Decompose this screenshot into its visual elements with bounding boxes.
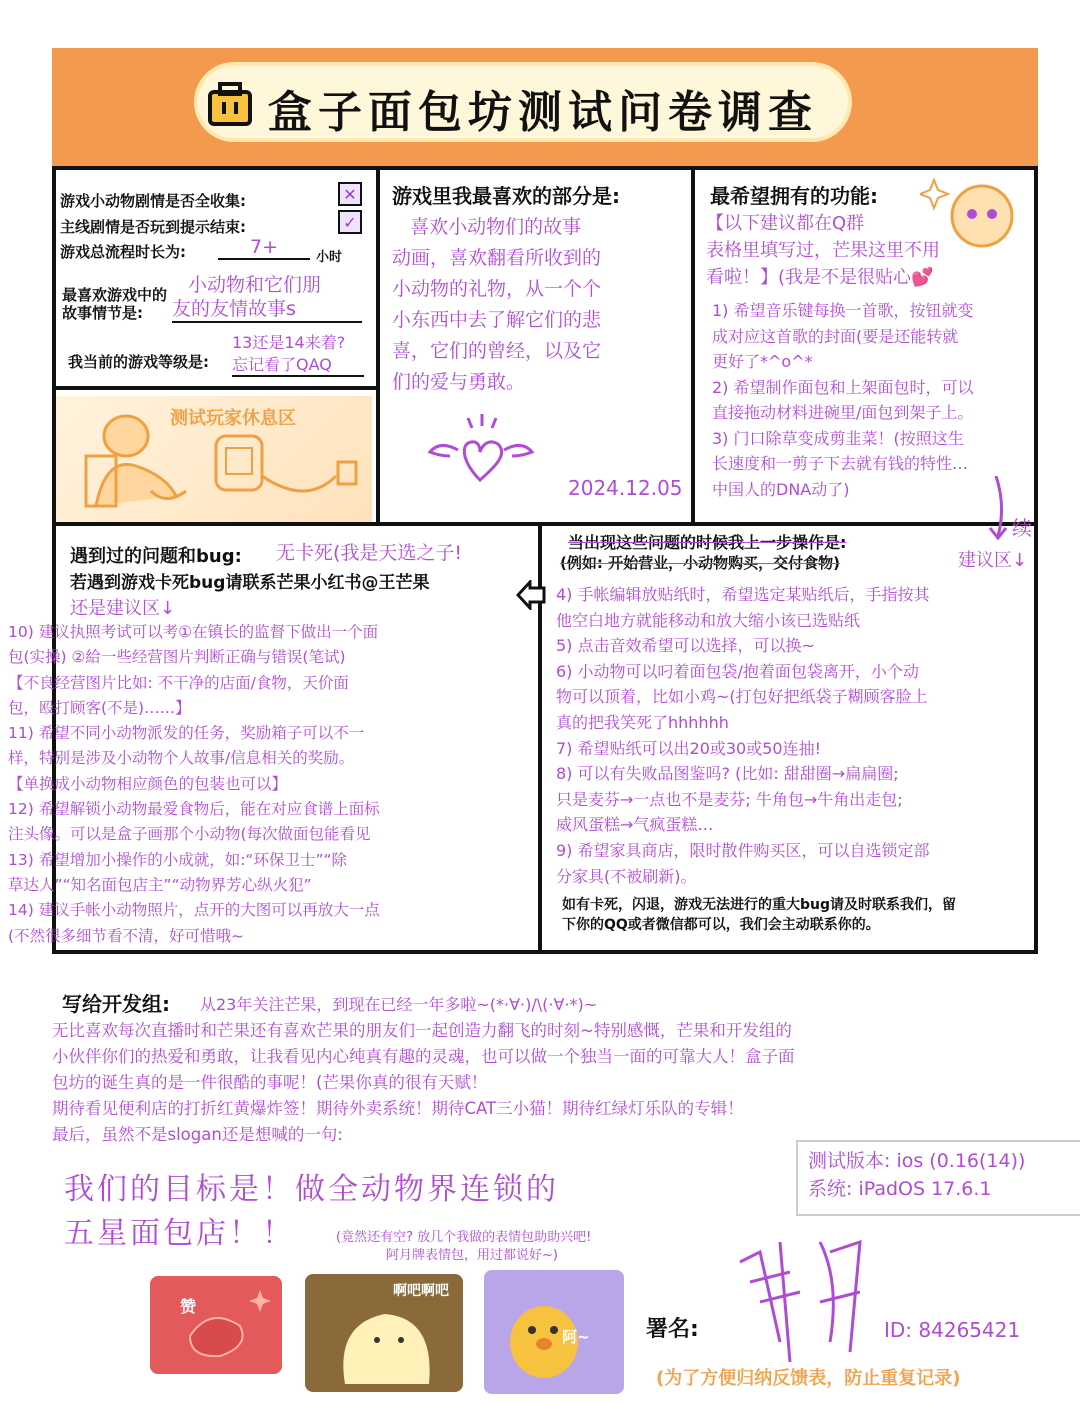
- bugs-answer: 无卡死(我是天选之子!: [276, 542, 463, 564]
- chick-icon: [484, 1270, 624, 1394]
- star-icon: [150, 1276, 282, 1374]
- check-mark-icon: ✓: [343, 212, 357, 232]
- letter-title: 写给开发组:: [62, 992, 170, 1016]
- sticker-abaaba: [305, 1274, 463, 1392]
- q4-label-2: 故事情节是:: [62, 304, 143, 322]
- favorite-text: 喜欢小动物们的故事 动画，喜欢翻看所收到的 小动物的礼物，从一个个 小东西中去了解它们的悲 喜，它们的曾经，以及它 们的爱与勇敢。: [392, 216, 602, 393]
- q3-label: 游戏总流程时长为:: [60, 243, 186, 261]
- continue-sub: 建议区↓: [958, 550, 1028, 571]
- ops-items: 4) 手帐编辑放贴纸时，希望选定某贴纸后，手指按其 他空白地方就能移动和放大缩小该已选贴纸 5) 点击音效希望可以选择，可以换~ 6) 小动物可以叼着面包袋/抱着面包袋离开，小个动 物可以顶着，比如小鸡~(打包好把纸袋子糊顾客脸上 真的把我笑死了hhhhhh 7) 希望贴纸可以出20或30或50连抽! 8) 可以有失败品图鉴吗? (比如: 甜甜圈→扁扁圈; 只是麦芬→一点也不是麦芬; 牛角包→牛角出走包; 威风蛋糕→气疯蛋糕… 9) 希望家具商店，限时散件购买区，可以自选锁定部 分家具(不被刷新)。: [556, 585, 930, 886]
- ops-title-2: (例如: 开始营业，小动物购买，交付食物): [560, 554, 840, 572]
- sticker-note-1: (竟然还有空? 放几个我做的表情包助助兴吧!: [336, 1230, 592, 1245]
- left-arrow-icon: [516, 580, 546, 614]
- bugs-contact: 若遇到游戏卡死bug请联系芒果小红书@王芒果: [70, 573, 430, 593]
- cross-mark-icon: ✕: [343, 184, 357, 204]
- q2-label: 主线剧情是否玩到提示结束:: [60, 218, 246, 236]
- divider-mid-right: [691, 166, 695, 526]
- favorite-date: 2024.12.05: [568, 476, 683, 500]
- letter-body: 无比喜欢每次直播时和芒果还有喜欢芒果的朋友们一起创造力翻飞的时刻~特别感慨，芒果和开发组的 小伙伴你们的热爱和勇敢，让我看见内心纯真有趣的灵魂，也可以做一个独当一面的可靠大人！盒子面 包坊的诞生真的是一件很酷的事呢！(芒果你真的很有天赋！ 期待看见便利店的打折红黄爆炸签！期待外卖系统！期待CAT三小猫！期待红绿灯乐队的专辑！ 最后，虽然不是slogan还是想喊的一句:: [52, 1021, 795, 1144]
- q5-value-2: 忘记看了QAQ: [232, 352, 364, 377]
- frame-right: [1034, 166, 1038, 954]
- system-label: 系统: iPadOS 17.6.1: [808, 1178, 992, 1200]
- q3-unit: 小时: [316, 250, 343, 265]
- sticker-like: [150, 1276, 282, 1374]
- page-title: 盒子面包坊测试问卷调查: [268, 87, 818, 138]
- version-label: 测试版本: ios (0.16(14)): [808, 1150, 1026, 1172]
- q4-label-1: 最喜欢游戏中的: [62, 286, 168, 304]
- sticker-note-2: 阿月牌表情包，用过都说好~): [386, 1248, 558, 1263]
- bugs-still: 还是建议区↓: [70, 598, 176, 619]
- bugs-title: 遇到过的问题和bug:: [70, 546, 242, 567]
- slogan-line-2: 五星面包店！！: [64, 1216, 295, 1251]
- sticker-abaaba-label: 啊吧啊吧: [393, 1283, 449, 1299]
- handwritten-signature-icon: [720, 1222, 880, 1366]
- sticker-ah-label: 阿~: [562, 1328, 590, 1346]
- q1-label: 游戏小动物剧情是否全收集:: [60, 192, 246, 210]
- sticker-like-label: 赞: [180, 1297, 197, 1316]
- slogan-line-1: 我们的目标是！做全动物界连锁的: [64, 1172, 559, 1207]
- q5-label: 我当前的游戏等级是:: [68, 353, 209, 371]
- wishes-items: 1) 希望音乐键每换一首歌，按钮就变 成对应这首歌的封面(要是还能转就 更好了*^o^* 2) 希望制作面包和上架面包时，可以 直接拖动材料进碗里/面包到架子上。 3) 门口除草变成剪韭菜！(按照这生 长速度和一剪子下去就有钱的特性… 中国人的DNA动了): [712, 301, 974, 499]
- winged-heart-icon: [420, 410, 540, 494]
- signature-label: 署名:: [646, 1317, 699, 1342]
- wishes-intro: 【以下建议都在Q群 表格里填写过，芒果这里不用 看啦！】(我是不是很贴心💕: [706, 213, 940, 288]
- box-bag-icon: [206, 80, 254, 132]
- continue-arrow-icon: [986, 476, 1016, 550]
- signature-id: ID: 84265421: [884, 1318, 1021, 1342]
- ops-title-1: 当出现这些问题的时候我上一步操作是:: [568, 533, 847, 552]
- q3-value: 7+: [218, 236, 310, 260]
- q4-value-1: 小动物和它们朋: [188, 274, 322, 296]
- wishes-title: 最希望拥有的功能:: [710, 184, 878, 208]
- divider-top-left-rest: [52, 386, 376, 390]
- letter-first-line: 从23年关注芒果，到现在已经一年多啦~(*·∀·)/\(·∀·*)~: [200, 995, 598, 1014]
- sticker-ah: [484, 1270, 624, 1394]
- divider-middle: [52, 522, 1038, 526]
- divider-bottom: [52, 950, 1038, 954]
- q1-checkbox[interactable]: [338, 182, 362, 206]
- ops-notice: 如有卡死，闪退，游戏无法进行的重大bug请及时联系我们，留 下你的QQ或者微信都可以，我们会主动联系你的。: [562, 897, 957, 933]
- q4-value-2: 友的友情故事s: [172, 294, 362, 323]
- rest-area-label: 测试玩家休息区: [170, 408, 296, 429]
- signature-note: (为了方便归纳反馈表，防止重复记录): [656, 1368, 961, 1389]
- divider-left-mid: [376, 166, 380, 526]
- favorite-title: 游戏里我最喜欢的部分是:: [392, 184, 620, 208]
- bugs-items: 10) 建议执照考试可以考①在镇长的监督下做出一个面 包(实操) ②給一些经营图片判断正确与错误(笔试) 【不良经营图片比如: 不干净的店面/食物，天价面 包，殴打顾客(不是)……】 11) 希望不同小动物派发的任务，奖励箱子可以不一 样，特别是涉及小动物个人故事/信息相关的奖励。 【单换成小动物相应颜色的包装也可以】 12) 希望解锁小动物最爱食物后，能在对应食谱上面标 注头像。可以是盒子画那个小动物(每次做面包能看见 13) 希望增加小操作的小成就，如:“环保卫士”“除 草达人”“知名面包店主”“动物界芳心纵火犯” 14) 建议手帐小动物照片，点开的大图可以再放大一点 (不然很多细节看不清，好可惜哦~: [8, 623, 380, 945]
- continue-label: 续: [1012, 516, 1032, 540]
- q2-checkbox[interactable]: [338, 210, 362, 234]
- q5-value-1: 13还是14来着?: [232, 333, 346, 352]
